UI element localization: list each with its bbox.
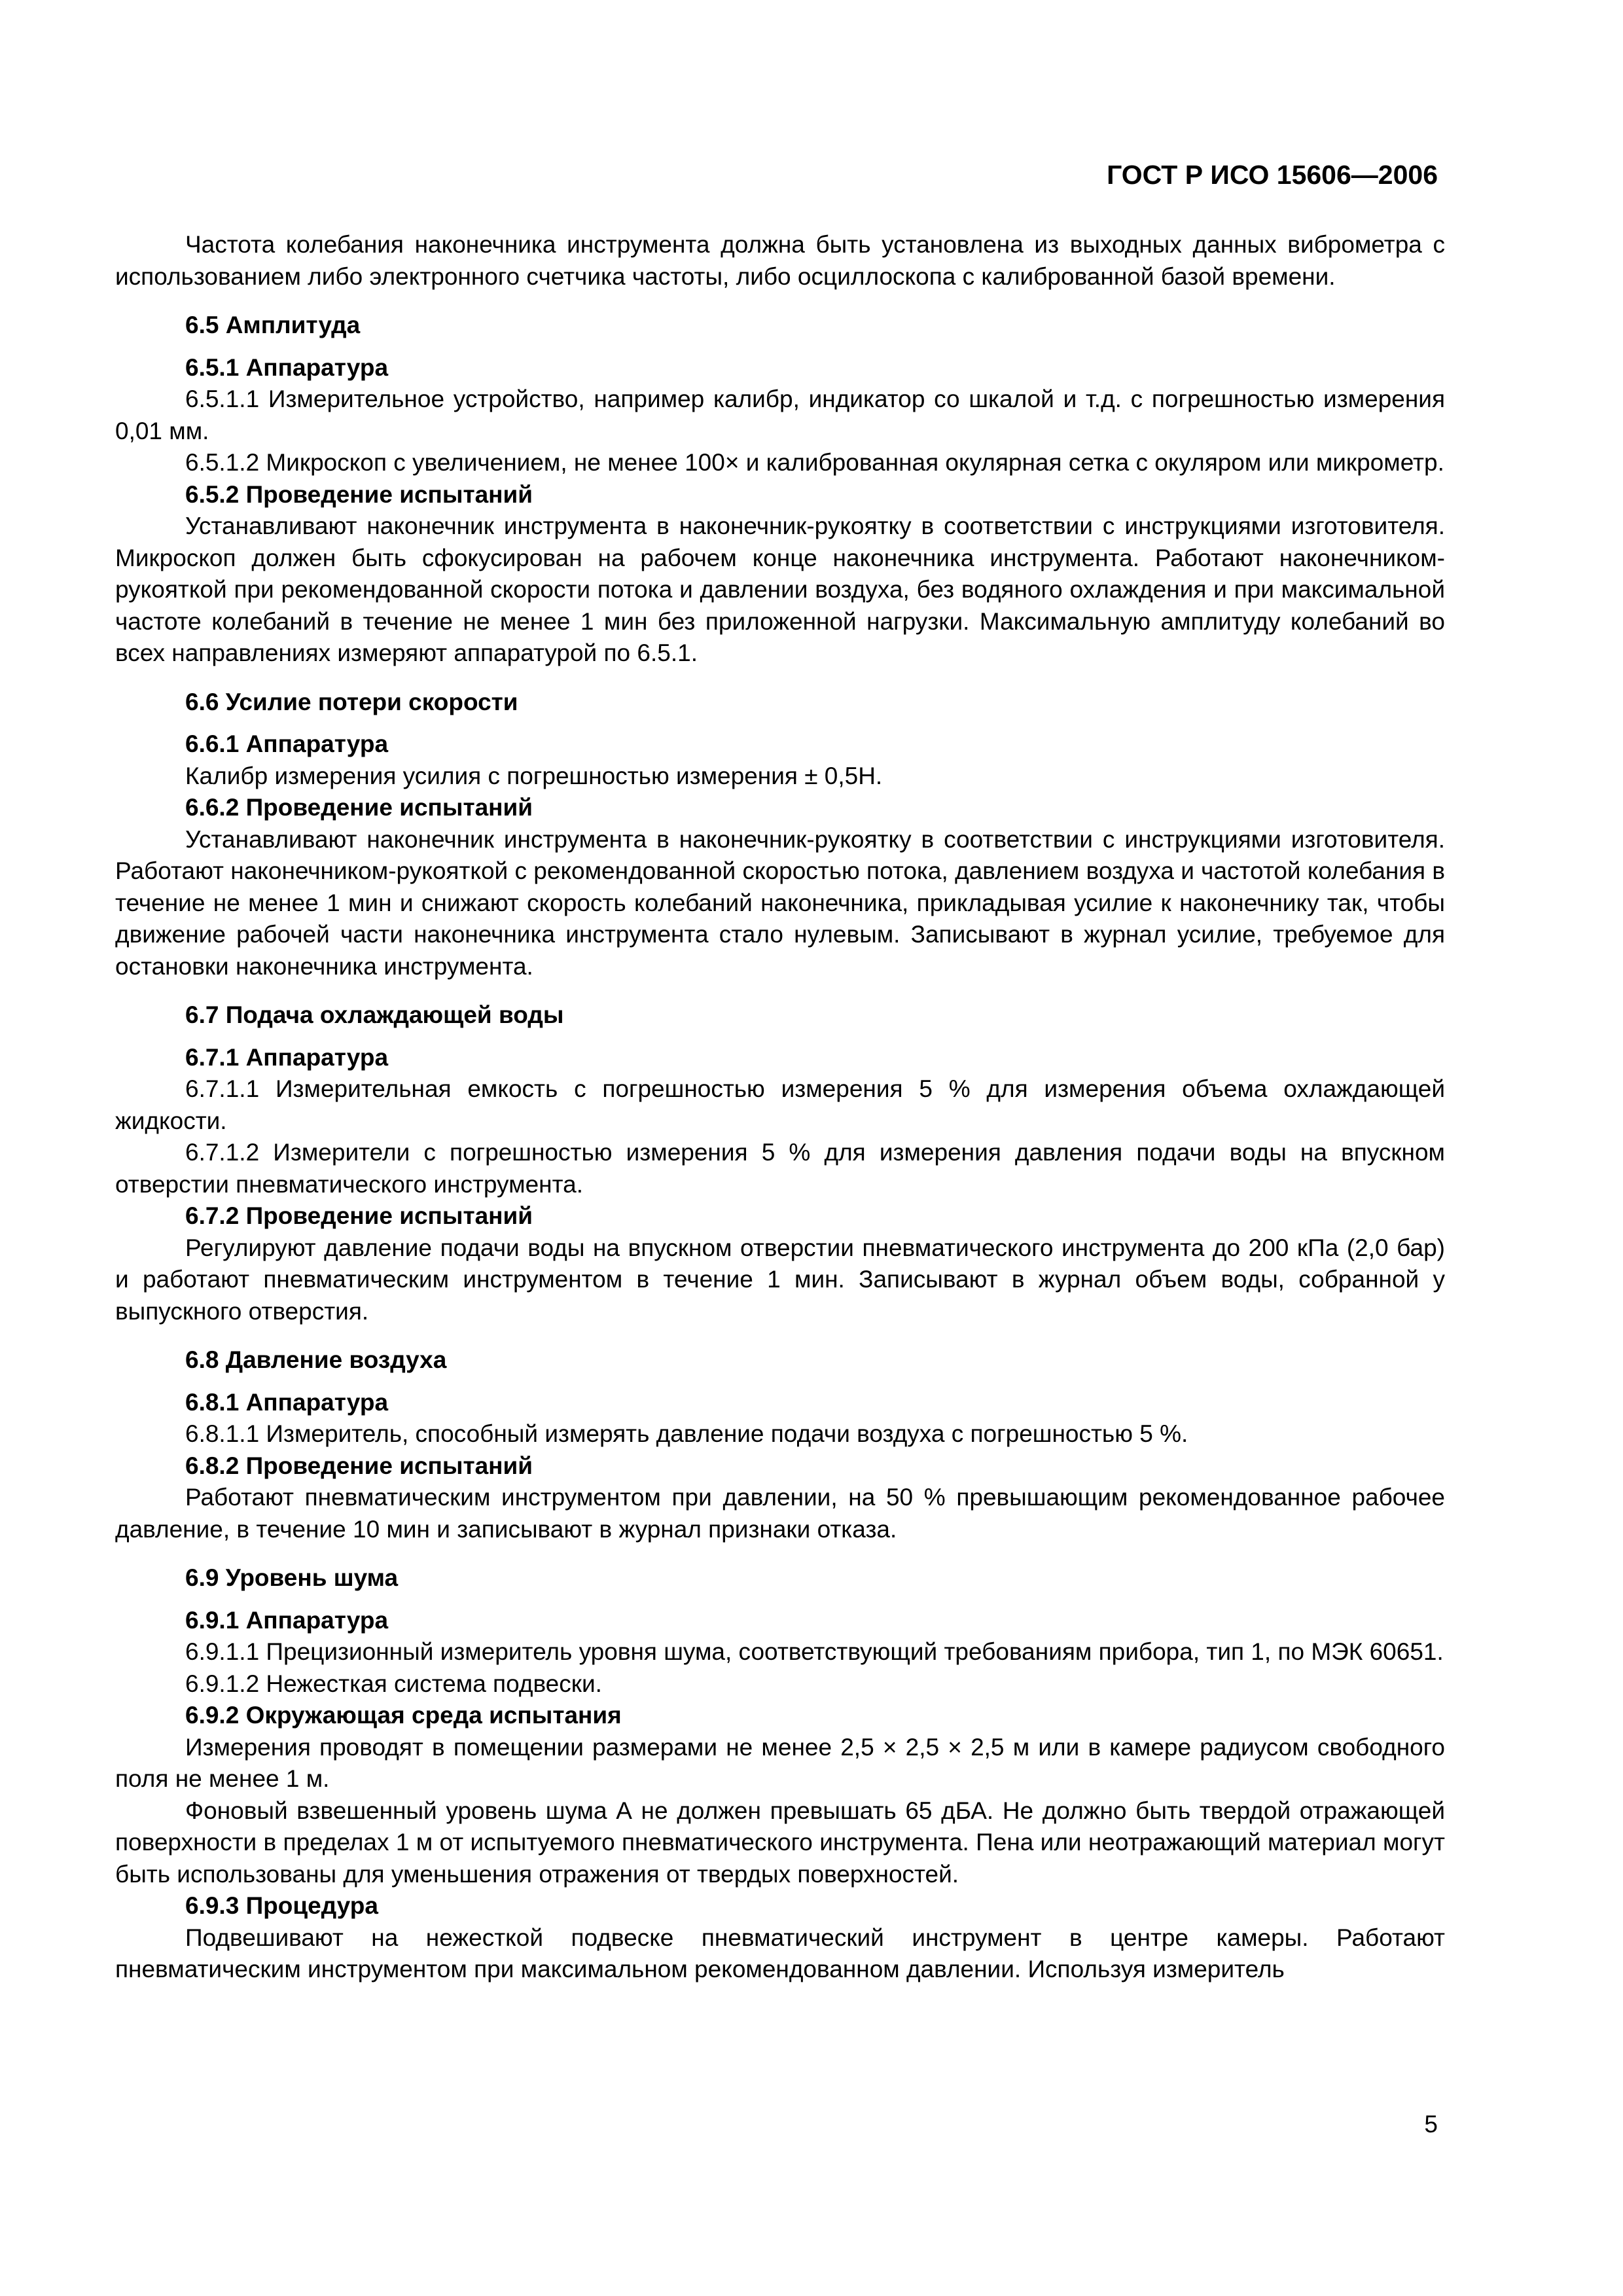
paragraph: Устанавливают наконечник инструмента в наконечник-рукоятку в соответствии с инструкциями изготовителя. Микроскоп должен быть сфокусирован на рабочем конце наконечника инструмента. Работают наконечником-рукояткой при рекомендованной скорости потока и давлении воздуха, без водяного охлаждения и при максимальной частоте колебаний в течение не менее 1 мин без приложенной нагрузки. Максимальную амплитуду колебаний во всех направлениях измеряют аппаратурой по 6.5.1. — [115, 512, 1445, 666]
paragraph: 6.9.1.1 Прецизионный измеритель уровня шума, соответствующий требованиям прибора, тип 1, по МЭК 60651. — [185, 1638, 1444, 1665]
subsection-heading: 6.7.2 Проведение испытаний — [185, 1202, 533, 1229]
subsection-heading: 6.9.1 Аппаратура — [185, 1606, 389, 1634]
subsection-heading: 6.6.2 Проведение испытаний — [185, 794, 533, 821]
subsection-heading: 6.5.1 Аппаратура — [185, 353, 389, 381]
subsection-heading: 6.9.3 Процедура — [185, 1892, 378, 1919]
subsection-heading: 6.8.2 Проведение испытаний — [185, 1452, 533, 1479]
paragraph: 6.9.1.2 Нежесткая система подвески. — [185, 1670, 602, 1697]
subsection-heading: 6.8.1 Аппаратура — [185, 1388, 389, 1416]
paragraph: 6.7.1.1 Измерительная емкость с погрешностью измерения 5 % для измерения объема охлаждающей жидкости. — [115, 1075, 1445, 1134]
paragraph: Регулируют давление подачи воды на впускном отверстии пневматического инструмента до 200 кПа (2,0 бар) и работают пневматическим инструментом в течение 1 мин. Записывают в журнал объем воды, собранной у выпускного отверстия. — [115, 1234, 1445, 1325]
subsection-heading: 6.9.2 Окружающая среда испытания — [185, 1702, 622, 1729]
paragraph: Подвешивают на нежесткой подвеске пневматический инструмент в центре камеры. Работают пневматическим инструментом при максимальном рекомендованном давлении. Используя измеритель — [115, 1924, 1445, 1982]
section-heading: 6.9 Уровень шума — [185, 1564, 399, 1591]
section-heading: 6.8 Давление воздуха — [185, 1346, 447, 1373]
paragraph: 6.5.1.2 Микроскоп с увеличением, не менее 100× и калиброванная окулярная сетка с окуляром или микрометр. — [185, 449, 1444, 476]
subsection-heading: 6.7.1 Аппаратура — [185, 1043, 389, 1071]
page-number: 5 — [1424, 2111, 1438, 2138]
document-body — [115, 229, 1445, 1986]
paragraph: 6.8.1.1 Измеритель, способный измерять давление подачи воздуха с погрешностью 5 %. — [185, 1420, 1188, 1447]
section-heading: 6.5 Амплитуда — [185, 312, 361, 338]
subsection-heading: 6.6.1 Аппаратура — [185, 730, 389, 757]
paragraph: Работают пневматическим инструментом при давлении, на 50 % превышающим рекомендованное рабочее давление, в течение 10 мин и записывают в журнал признаки отказа. — [115, 1484, 1445, 1543]
paragraph: Устанавливают наконечник инструмента в наконечник-рукоятку в соответствии с инструкциями изготовителя. Работают наконечником-рукояткой с рекомендованной скоростью потока, давлением воздуха и частотой колебания в течение не менее 1 мин и снижают скорость колебаний наконечника, прикладывая усилие к наконечнику так, чтобы движение рабочей части наконечника инструмента стало нулевым. Записывают в журнал усилие, требуемое для остановки наконечника инструмента. — [115, 825, 1445, 980]
section-heading: 6.6 Усилие потери скорости — [185, 688, 518, 715]
document-header: ГОСТ Р ИСО 15606—2006 — [1107, 160, 1438, 190]
paragraph: Фоновый взвешенный уровень шума А не должен превышать 65 дБА. Не должно быть твердой отражающей поверхности в пределах 1 м от испытуемого пневматического инструмента. Пена или неотражающий материал могут быть использованы для уменьшения отражения от твердых поверхностей. — [115, 1797, 1445, 1888]
paragraph: 6.7.1.2 Измерители с погрешностью измерения 5 % для измерения давления подачи воды на впускном отверстии пневматического инструмента. — [115, 1139, 1445, 1198]
section-heading: 6.7 Подача охлаждающей воды — [185, 1001, 564, 1028]
paragraph: Калибр измерения усилия с погрешностью измерения ± 0,5Н. — [185, 762, 883, 789]
subsection-heading: 6.5.2 Проведение испытаний — [185, 480, 533, 508]
paragraph: Частота колебания наконечника инструмента должна быть установлена из выходных данных виброметра с использованием либо электронного счетчика частоты, либо осциллоскопа с калиброванной базой времени. — [115, 231, 1445, 290]
paragraph: 6.5.1.1 Измерительное устройство, например калибр, индикатор со шкалой и т.д. с погрешностью измерения 0,01 мм. — [115, 386, 1445, 444]
paragraph: Измерения проводят в помещении размерами не менее 2,5 × 2,5 × 2,5 м или в камере радиусом свободного поля не менее 1 м. — [115, 1733, 1445, 1792]
